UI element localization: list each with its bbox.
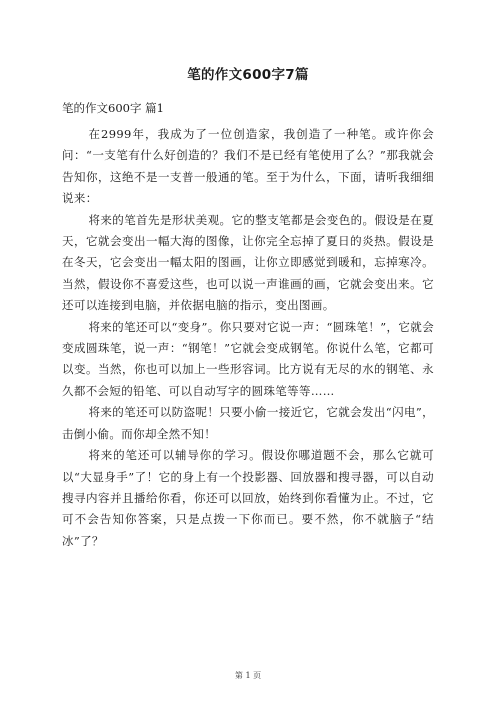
document-title: 笔的作文600字7篇 [187,67,309,83]
paragraph: 将来的笔还可以“变身”。你只要对它说一声：“圆珠笔！”，它就会变成圆珠笔，说一声：“钢笔！”它就会变成钢笔。你说什么笔，它都可以变。当然，你也可以加上一些形容词。比方说有无尽的水的钢笔、永久都不会短的铅笔、可以自动写字的圆珠笔等等…… [62,319,434,398]
paragraph: 将来的笔首先是形状美观。它的整支笔都是会变色的。假设是在夏天，它就会变出一幅大海的图像，让你完全忘掉了夏日的炎热。假设是在冬天，它会变出一幅太阳的图画，让你立即感觉到暖和，忘掉寒冷。当然，假设你不喜爱这些，也可以说一声谁画的画，它就会变出来。它还可以连接到电脑，并依据电脑的指示，变出图画。 [62,212,434,313]
paragraph: 将来的笔还可以辅导你的学习。假设你哪道题不会，那么它就可以“大显身手”了！它的身上有一个投影器、回放器和搜寻器，可以自动搜寻内容并且播给你看，你还可以回放，始终到你看懂为止。不过，它可不会告知你答案，只是点拨一下你而已。要不然，你不就脑子“结冰”了？ [62,448,434,548]
paragraph: 在2999年，我成为了一位创造家，我创造了一种笔。或许你会问：“一支笔有什么好创造的？我们不是已经有笔使用了么？”那我就会告知你，这绝不是一支普一般通的笔。至于为什么，下面，请听我细细说来： [62,127,434,206]
section-heading: 笔的作文600字 篇1 [62,101,164,115]
page-number: 第 1 页 [234,671,262,680]
article-body [62,124,434,552]
paragraph: 将来的笔还可以防盗呢！只要小偷一接近它，它就会发出“闪电”，击倒小偷。而你却全然不知！ [62,405,434,441]
